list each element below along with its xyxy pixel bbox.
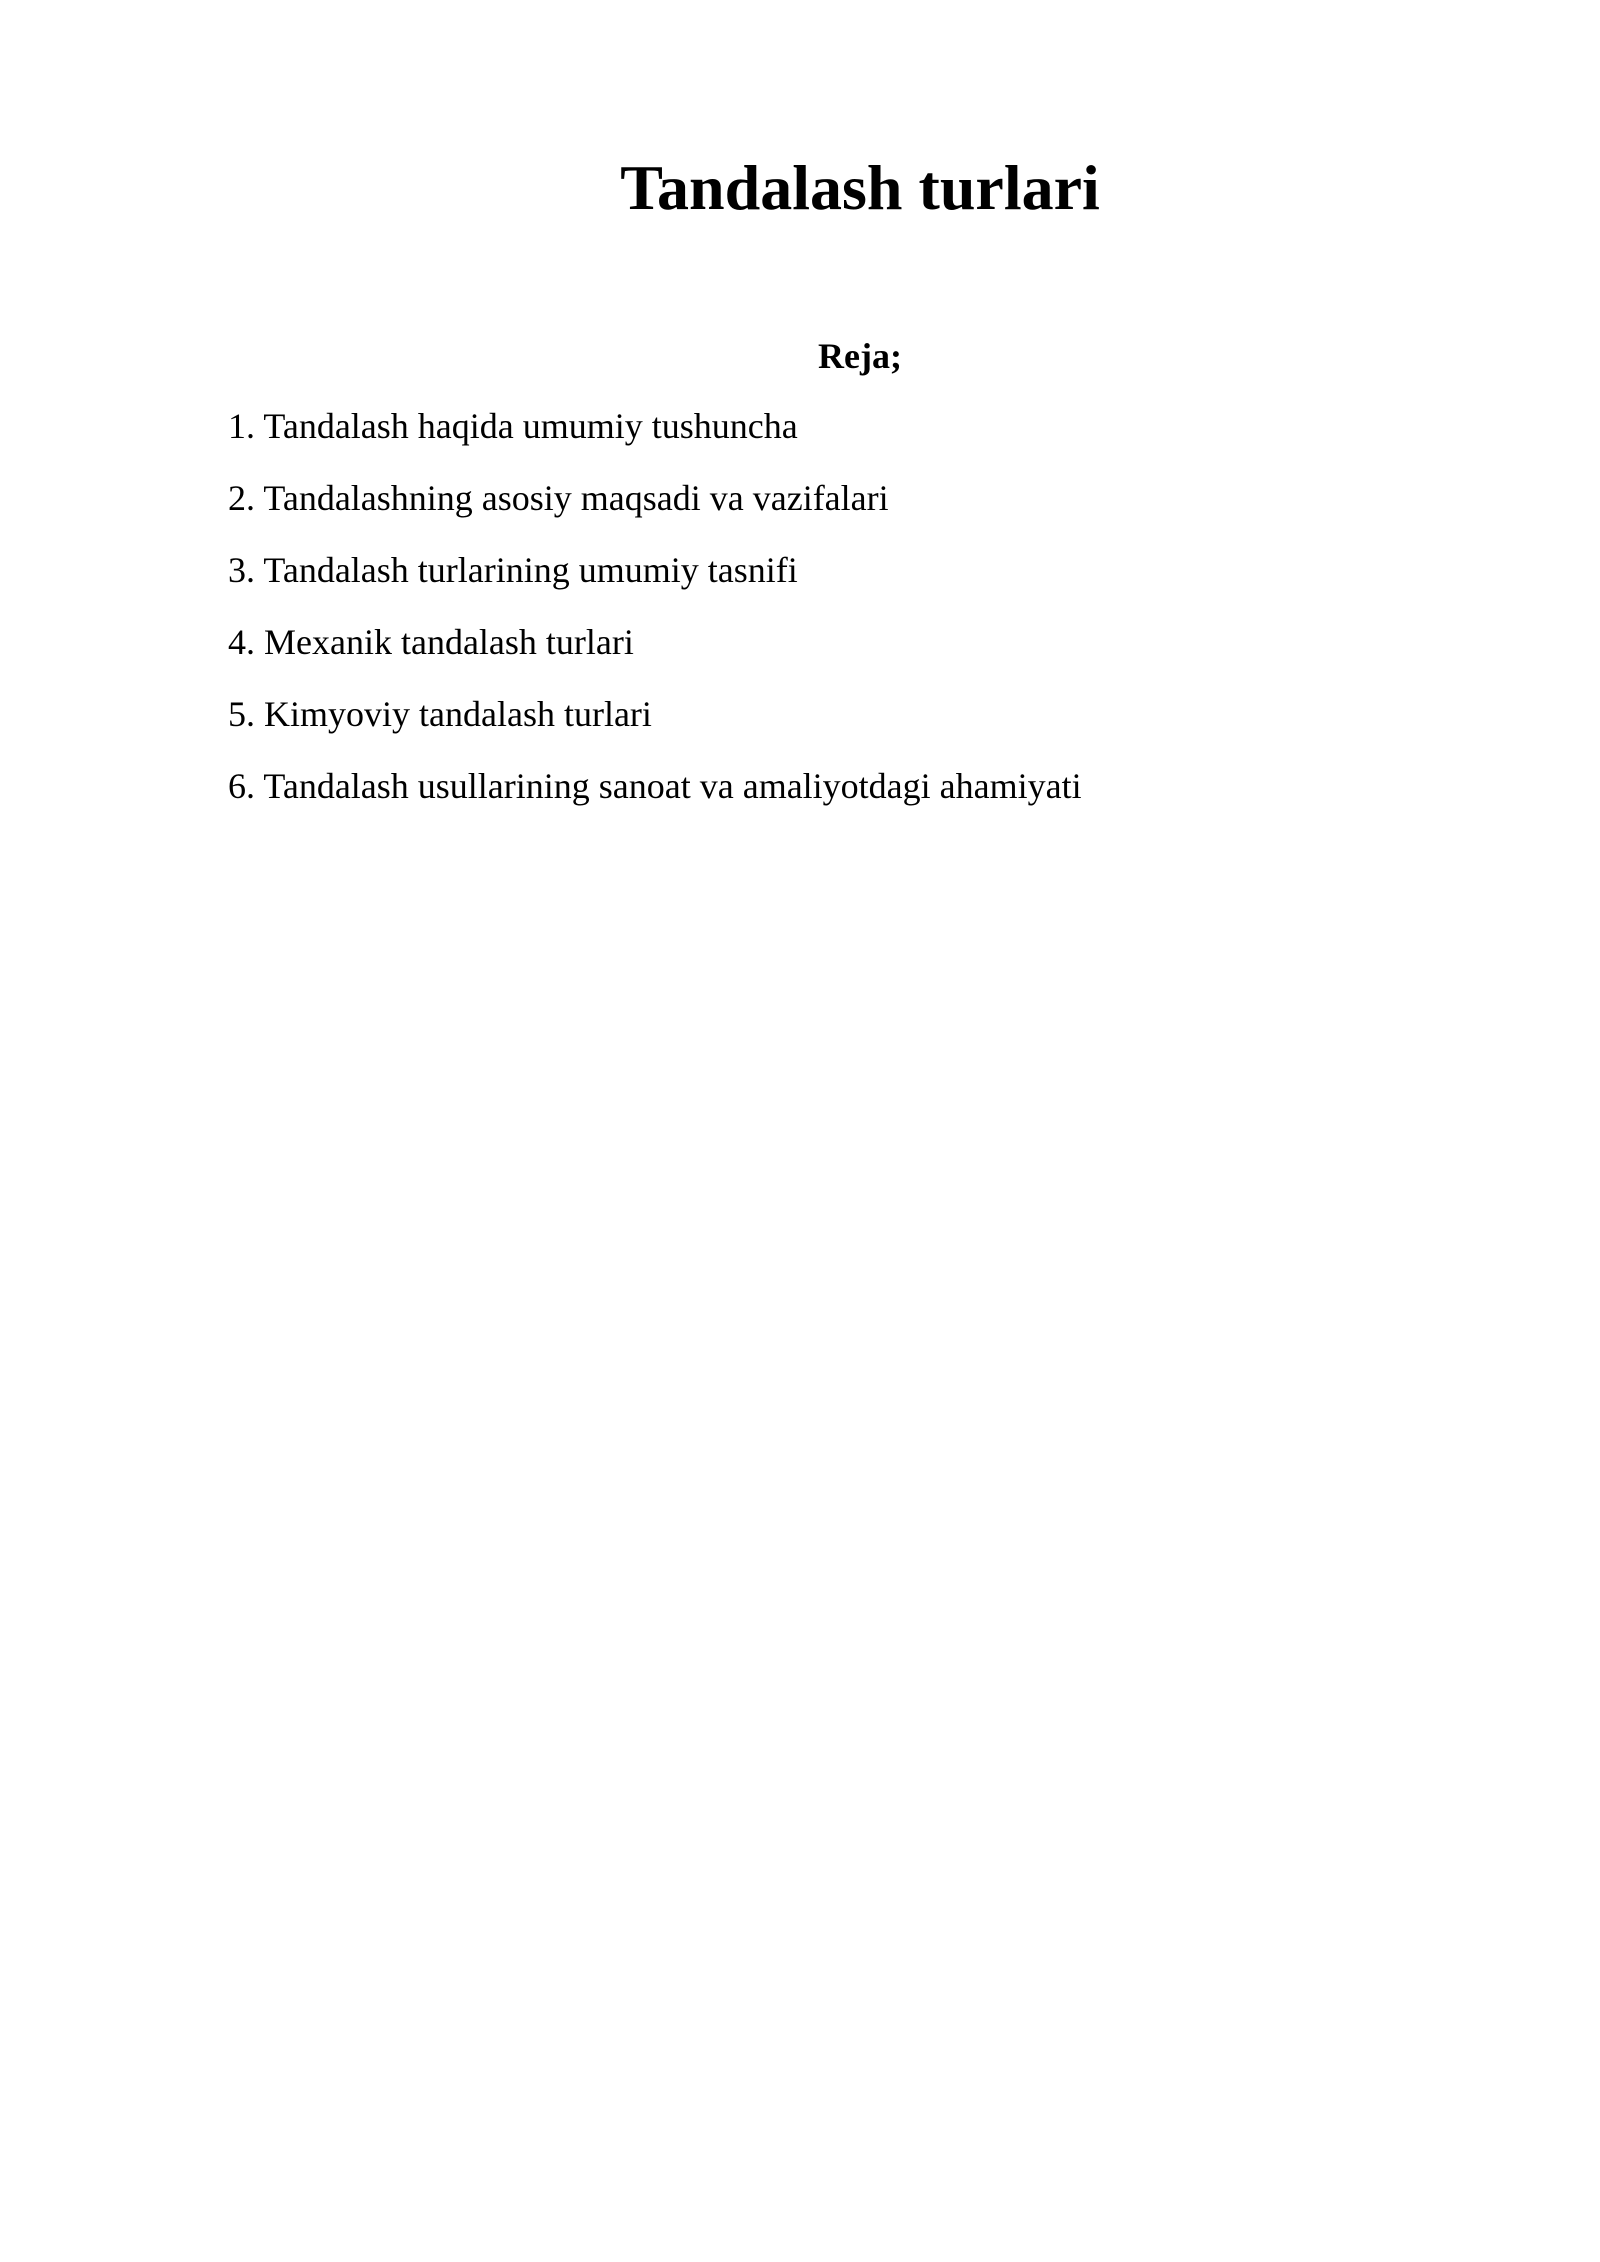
page-title: Tandalash turlari: [620, 152, 1100, 223]
plan-item: [228, 404, 1082, 476]
plan-item-number: 1.: [228, 406, 255, 446]
plan-item: [228, 548, 1082, 620]
plan-item-number: 3.: [228, 550, 255, 590]
plan-item-number: 6.: [228, 766, 255, 806]
plan-item-text: Kimyoviy tandalash turlari: [264, 694, 652, 734]
plan-item-number: 4.: [228, 622, 255, 662]
plan-item: [228, 620, 1082, 692]
plan-heading: Reja;: [818, 336, 902, 376]
plan-item-text: Tandalash turlarining umumiy tasnifi: [263, 550, 798, 590]
plan-item-text: Tandalashning asosiy maqsadi va vazifalari: [263, 478, 889, 518]
plan-list: [228, 404, 1082, 836]
plan-item: [228, 692, 1082, 764]
plan-item: [228, 764, 1082, 836]
plan-item-text: Tandalash haqida umumiy tushuncha: [263, 406, 798, 446]
plan-item: [228, 476, 1082, 548]
plan-item-number: 2.: [228, 478, 255, 518]
plan-item-text: Mexanik tandalash turlari: [264, 622, 634, 662]
plan-item-number: 5.: [228, 694, 255, 734]
plan-item-text: Tandalash usullarining sanoat va amaliyotdagi ahamiyati: [263, 766, 1082, 806]
